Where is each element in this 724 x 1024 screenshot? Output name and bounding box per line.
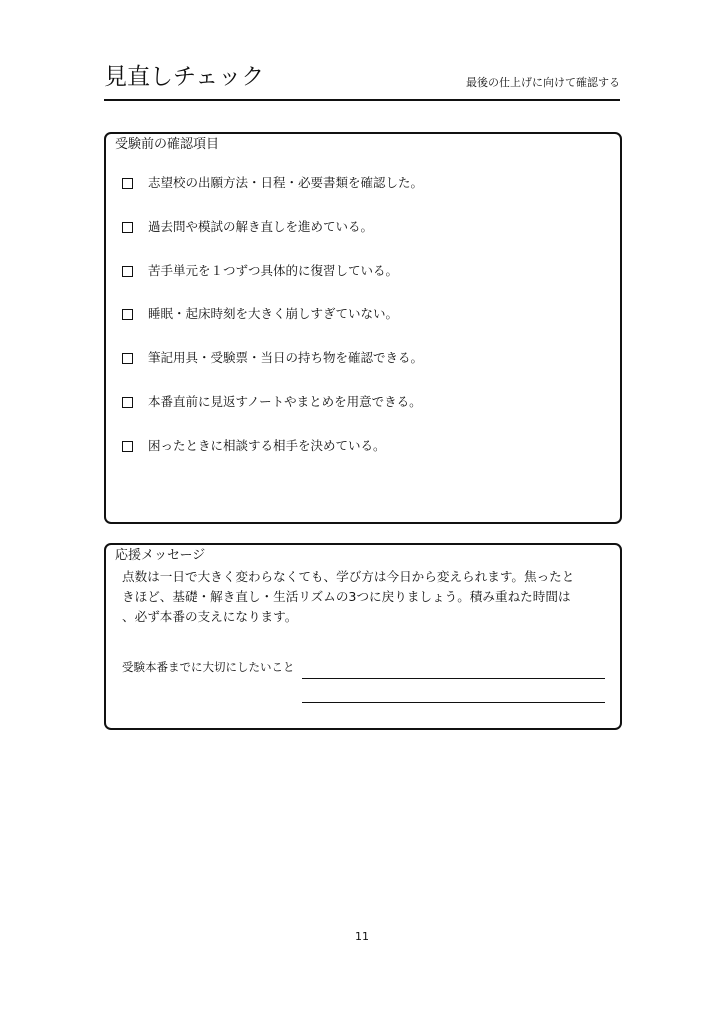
- checklist-item-label: 本番直前に見返すノートやまとめを用意できる。: [148, 394, 422, 409]
- title-divider: [104, 99, 620, 101]
- checkbox[interactable]: [122, 397, 133, 408]
- checkbox[interactable]: [122, 353, 133, 364]
- checklist-item[interactable]: [122, 261, 398, 281]
- message-body: 点数は一日で大きく変わらなくても、学び方は今日から変えられます。焦ったと きほど、基礎・解き直し・生活リズムの3つに戻りましょう。積み重ねた時間は 、必ず本番の支えになります。: [122, 569, 575, 624]
- checklist-item-label: 睡眠・起床時刻を大きく崩しすぎていない。: [148, 306, 399, 321]
- checklist-item-label: 過去問や模試の解き直しを進めている。: [148, 219, 374, 234]
- checklist-item[interactable]: [122, 348, 423, 368]
- checkbox[interactable]: [122, 309, 133, 320]
- checklist-item-label: 困ったときに相談する相手を決めている。: [148, 438, 386, 453]
- write-in-line[interactable]: [302, 702, 605, 703]
- message-heading: 応援メッセージ: [115, 548, 206, 563]
- checklist-heading: 受験前の確認項目: [115, 137, 220, 152]
- checkbox[interactable]: [122, 222, 133, 233]
- checkbox[interactable]: [122, 441, 133, 452]
- page-number: 11: [355, 930, 369, 943]
- checklist-item-label: 苦手単元を１つずつ具体的に復習している。: [148, 263, 399, 278]
- checkbox[interactable]: [122, 266, 133, 277]
- checklist-item[interactable]: [122, 436, 386, 456]
- page-subtitle: 最後の仕上げに向けて確認する: [466, 76, 620, 89]
- message-panel: [104, 543, 622, 730]
- checklist-panel: [104, 132, 622, 524]
- checklist-item[interactable]: [122, 304, 398, 324]
- checklist-item[interactable]: [122, 217, 373, 237]
- checklist-item-label: 筆記用具・受験票・当日の持ち物を確認できる。: [148, 350, 424, 365]
- checklist-item-label: 志望校の出願方法・日程・必要書類を確認した。: [148, 175, 424, 190]
- page-title: 見直しチェック: [104, 64, 265, 90]
- checklist-item[interactable]: [122, 392, 422, 412]
- write-in-line[interactable]: [302, 678, 605, 679]
- checklist-item[interactable]: [122, 173, 423, 193]
- fill-in-label: 受験本番までに大切にしたいこと: [122, 660, 295, 674]
- checkbox[interactable]: [122, 178, 133, 189]
